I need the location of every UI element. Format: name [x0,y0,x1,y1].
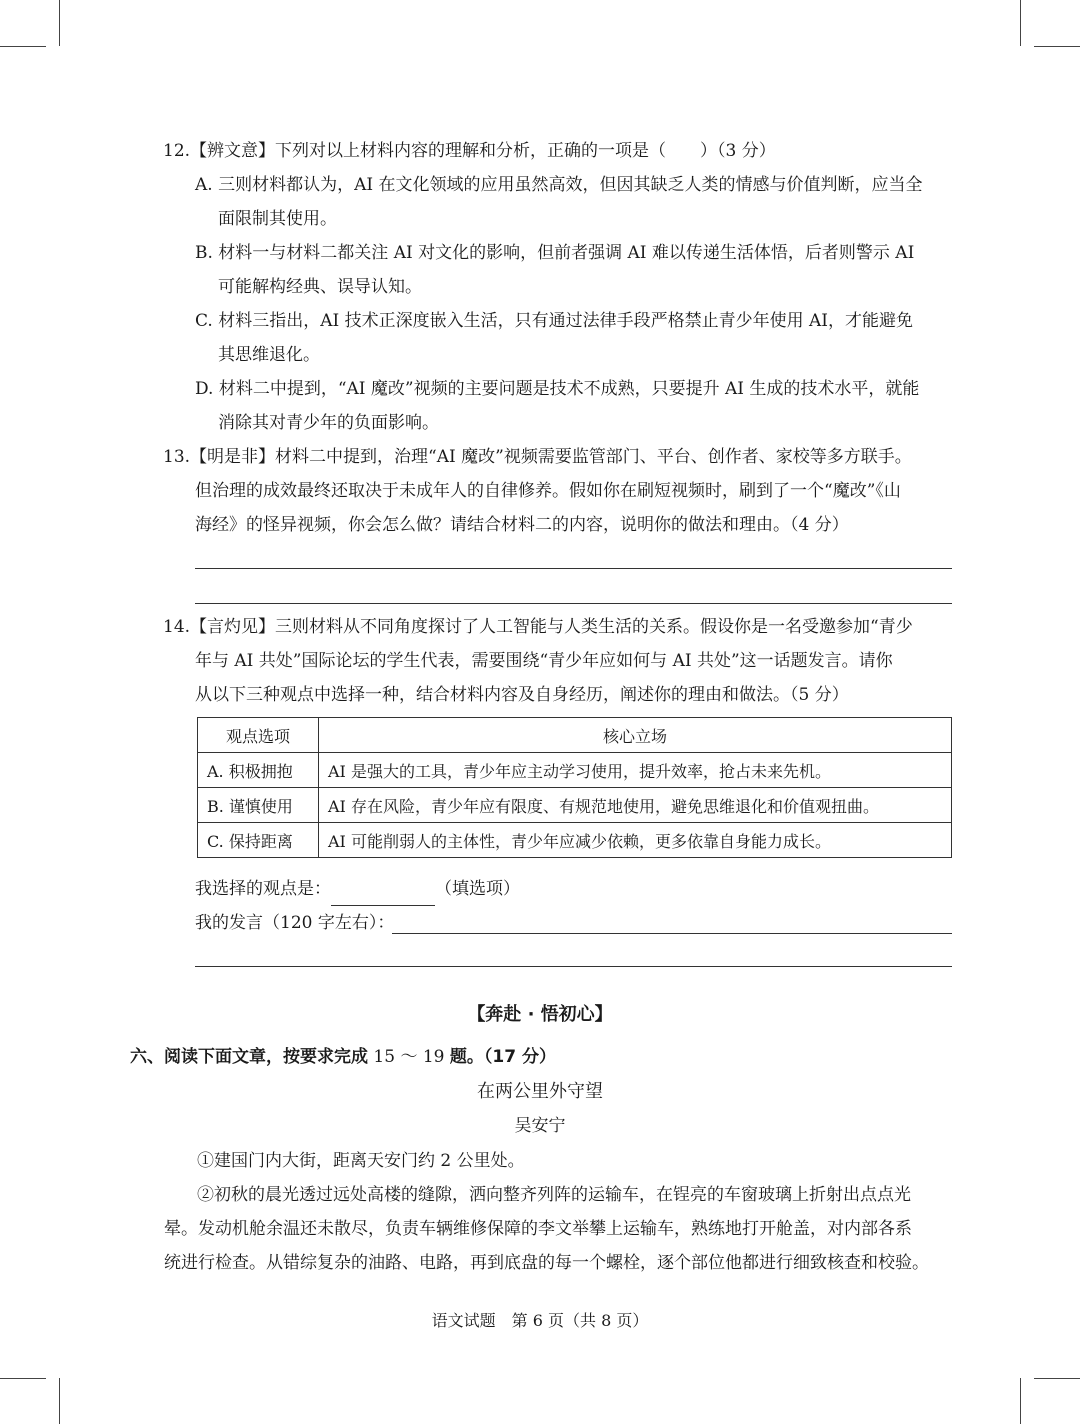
speech-label: 我的发言（120 字左右）： [195,913,395,933]
crop-mark [1020,0,1021,46]
choice-row [195,872,520,906]
answer-line[interactable] [392,933,952,934]
q14-stem-cont: 年与 AI 共处”国际论坛的学生代表，需要围绕“青少年应如何与 AI 共处”这一话题发言。请你 [195,651,893,671]
section-heading [130,1040,556,1074]
q12-option-a-cont: 面限制其使用。 [218,209,337,229]
choice-blank[interactable] [331,883,435,906]
article-paragraph-cont: 统进行检查。从错综复杂的油路、电路，再到底盘的每一个螺栓，逐个部位他都进行细致核查和校验。 [164,1253,929,1273]
q12-option-d: D. 材料二中提到，“AI 魔改”视频的主要问题是技术不成熟，只要提升 AI 生成的技术水平，就能 [195,379,920,399]
q13-stem-cont: 海经》的怪异视频，你会怎么做？请结合材料二的内容，说明你的做法和理由。（4 分） [195,515,849,535]
article-paragraph: ①建国门内大街，距离天安门约 2 公里处。 [197,1151,525,1171]
table-row [198,788,952,823]
answer-line[interactable] [195,966,952,967]
crop-mark [1034,1378,1080,1379]
table-header-row [198,718,952,753]
table-cell-option: C. 保持距离 [198,823,319,858]
table-cell-stance: AI 可能削弱人的主体性，青少年应减少依赖，更多依靠自身能力成长。 [319,823,952,858]
q12-option-a: A. 三则材料都认为，AI 在文化领域的应用虽然高效，但因其缺乏人类的情感与价值判断，应当全 [195,175,923,195]
section-banner: 【奔赴 · 悟初心】 [467,1004,613,1025]
table-row [198,823,952,858]
crop-mark [0,46,46,47]
choice-hint: （填选项） [435,879,520,899]
table-cell-stance: AI 是强大的工具，青少年应主动学习使用，提升效率，抢占未来先机。 [319,753,952,788]
crop-mark [59,0,60,46]
q12-option-d-cont: 消除其对青少年的负面影响。 [218,413,439,433]
table-header: 观点选项 [198,718,319,753]
crop-mark [1034,46,1080,47]
q12-stem: 12.【辨文意】下列对以上材料内容的理解和分析，正确的一项是（ ）（3 分） [163,141,776,161]
table-cell-stance: AI 存在风险，青少年应有限度、有规范地使用，避免思维退化和价值观扭曲。 [319,788,952,823]
answer-line[interactable] [195,603,952,604]
crop-mark [0,1378,46,1379]
q12-option-b-cont: 可能解构经典、误导认知。 [218,277,422,297]
section-heading-text: 六、阅读下面文章，按要求完成 [130,1047,368,1067]
table-row [198,753,952,788]
article-author: 吴安宁 [514,1116,566,1136]
article-paragraph: ②初秋的晨光透过远处高楼的缝隙，洒向整齐列阵的运输车，在锃亮的车窗玻璃上折射出点点光 [197,1185,911,1205]
table-header: 核心立场 [319,718,952,753]
q14-stem-cont: 从以下三种观点中选择一种，结合材料内容及自身经历，阐述你的理由和做法。（5 分） [195,685,849,705]
crop-mark [59,1378,60,1424]
q13-stem-cont: 但治理的成效最终还取决于未成年人的自律修养。假如你在刷短视频时，刷到了一个“魔改”《山 [195,481,901,501]
crop-mark [1020,1378,1021,1424]
q12-option-c-cont: 其思维退化。 [218,345,320,365]
section-heading-range: 15 ～ 19 [368,1047,450,1067]
table-cell-option: A. 积极拥抱 [198,753,319,788]
q12-option-b: B. 材料一与材料二都关注 AI 对文化的影响，但前者强调 AI 难以传递生活体悟，后者则警示 AI [195,243,915,263]
section-heading-text: 题。（17 分） [449,1047,556,1067]
table-cell-option: B. 谨慎使用 [198,788,319,823]
choice-label: 我选择的观点是： [195,879,331,899]
viewpoint-table [197,717,952,858]
article-title: 在两公里外守望 [477,1081,603,1102]
q14-stem: 14.【言灼见】三则材料从不同角度探讨了人工智能与人类生活的关系。假设你是一名受邀参加“青少 [163,617,913,637]
q12-option-c: C. 材料三指出，AI 技术正深度嵌入生活，只有通过法律手段严格禁止青少年使用 AI，才能避免 [195,311,913,331]
article-paragraph-cont: 晕。发动机舱余温还未散尽，负责车辆维修保障的李文举攀上运输车，熟练地打开舱盖，对内部各系 [164,1219,912,1239]
answer-line[interactable] [195,568,952,569]
page-footer: 语文试题 第 6 页（共 8 页） [431,1311,649,1330]
q13-stem: 13.【明是非】材料二中提到，治理“AI 魔改”视频需要监管部门、平台、创作者、家校等多方联手。 [163,447,912,467]
